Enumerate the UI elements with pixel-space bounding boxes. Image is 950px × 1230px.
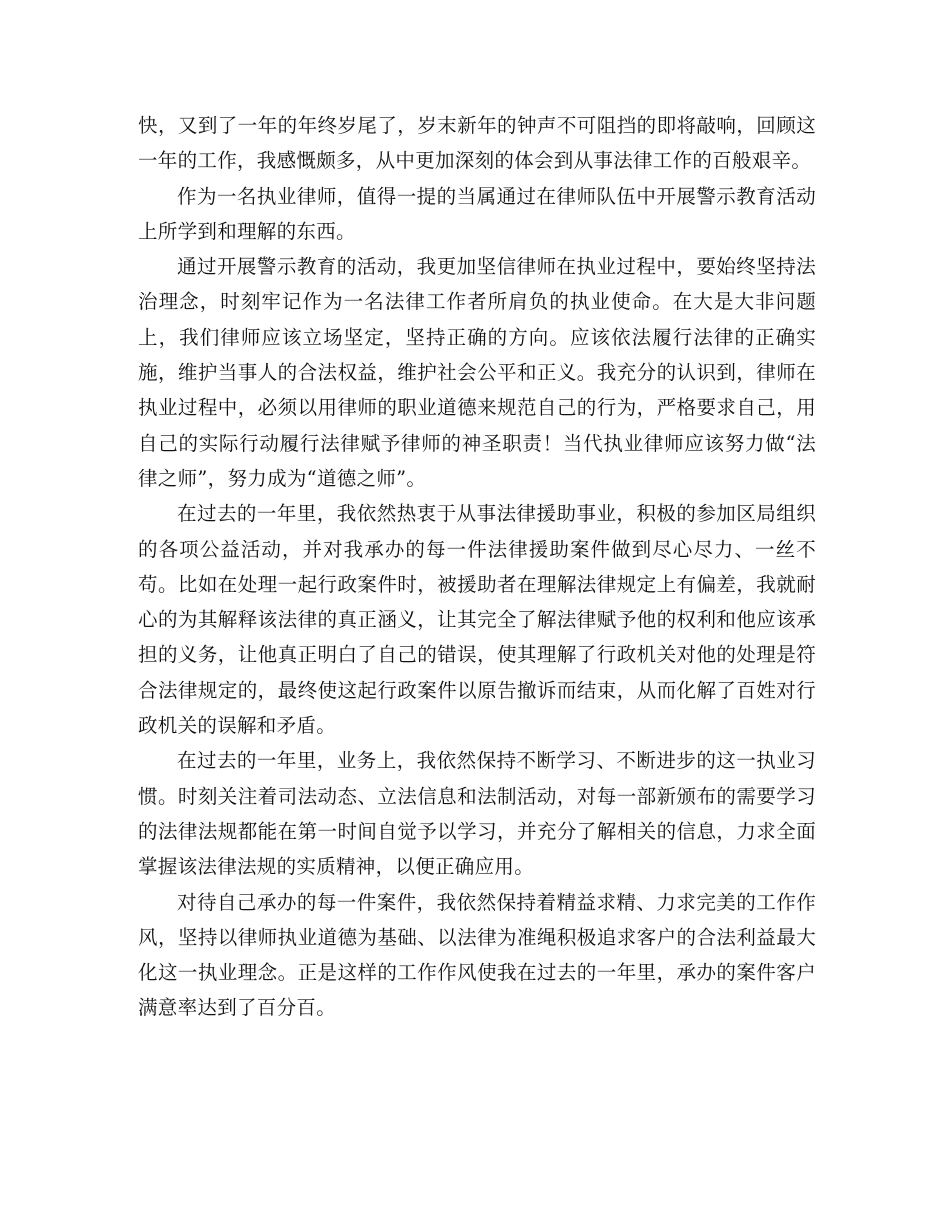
paragraph-4: 在过去的一年里，我依然热衷于从事法律援助事业，积极的参加区局组织的各项公益活动，并对我承办的每一件法律援助案件做到尽心尽力、一丝不苟。比如在处理一起行政案件时，被援助者在理解法律规定上有偏差，我就耐心的为其解释该法律的真正涵义，让其完全了解法律赋予他的权利和他应该承担的义务，让他真正明白了自己的错误，使其理解了行政机关对他的处理是符合法律规定的，最终使这起行政案件以原告撤诉而结束，从而化解了百姓对行政机关的误解和矛盾。 (138, 502, 816, 738)
paragraph-5: 在过去的一年里，业务上，我依然保持不断学习、不断进步的这一执业习惯。时刻关注着司法动态、立法信息和法制活动，对每一部新颁布的需要学习的法律法规都能在第一时间自觉予以学习，并充分了解相关的信息，力求全面掌握该法律法规的实质精神，以便正确应用。 (138, 749, 816, 879)
document-body (138, 108, 816, 1026)
paragraph-1: 快，又到了一年的年终岁尾了，岁末新年的钟声不可阻挡的即将敲响，回顾这一年的工作，我感慨颇多，从中更加深刻的体会到从事法律工作的百般艰辛。 (138, 114, 816, 173)
paragraph-2: 作为一名执业律师，值得一提的当属通过在律师队伍中开展警示教育活动上所学到和理解的东西。 (138, 184, 816, 243)
paragraph-6: 对待自己承办的每一件案件，我依然保持着精益求精、力求完美的工作作风，坚持以律师执业道德为基础、以法律为准绳积极追求客户的合法利益最大化这一执业理念。正是这样的工作作风使我在过去的一年里，承办的案件客户满意率达到了百分百。 (138, 890, 816, 1020)
paragraph-3: 通过开展警示教育的活动，我更加坚信律师在执业过程中，要始终坚持法治理念，时刻牢记作为一名法律工作者所肩负的执业使命。在大是大非问题上，我们律师应该立场坚定，坚持正确的方向。应该依法履行法律的正确实施，维护当事人的合法权益，维护社会公平和正义。我充分的认识到，律师在执业过程中，必须以用律师的职业道德来规范自己的行为，严格要求自己，用自己的实际行动履行法律赋予律师的神圣职责！当代执业律师应该努力做“法律之师”，努力成为“道德之师”。 (138, 255, 816, 490)
